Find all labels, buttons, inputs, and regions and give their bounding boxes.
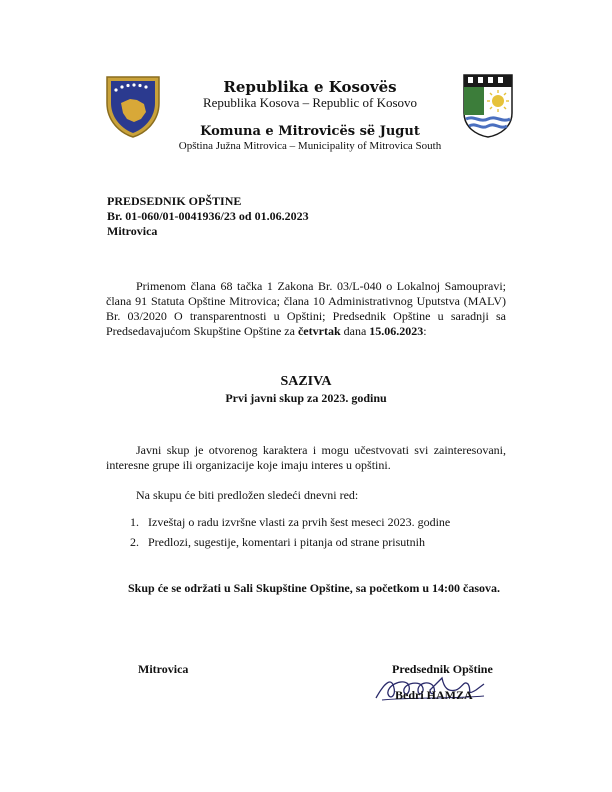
body-paragraph-1: Javni skup je otvorenog karaktera i mogu učestvovati svi zainteresovani, interesne grupe ili organizacije koje imaju interes u opštini. <box>106 443 506 472</box>
document-subtitle: Prvi javni skup za 2023. godinu <box>225 391 387 405</box>
agenda-item: 1. Izveštaj o radu izvršne vlasti za prvih šest meseci 2023. godine <box>130 515 451 529</box>
reference-number: Br. 01-060/01-0041936/23 od 01.06.2023 <box>107 209 309 223</box>
office-title: PREDSEDNIK OPŠTINE <box>107 194 242 208</box>
footer-city: Mitrovica <box>138 662 189 676</box>
header-republic-albanian: Republika e Kosovës <box>223 78 397 96</box>
meeting-date: 15.06.2023 <box>369 324 424 338</box>
header-municipality-serbian-english: Opština Južna Mitrovica – Municipality of Mitrovica South <box>178 140 442 152</box>
meta-city: Mitrovica <box>107 224 158 238</box>
signatory-name: Bedri HAMZA <box>395 688 473 702</box>
document-title: SAZIVA <box>280 374 332 389</box>
header-republic-serbian-english: Republika Kosova – Republic of Kosovo <box>202 95 418 110</box>
body-paragraph-2: Na skupu će biti predložen sledeći dnevni red: <box>136 488 359 502</box>
agenda-item: 2. Predlozi, sugestije, komentari i pitanja od strane prisutnih <box>130 535 425 549</box>
signatory-role: Predsednik Opštine <box>392 662 493 676</box>
meeting-day: četvrtak <box>297 324 341 338</box>
kosovo-coat-of-arms-icon <box>104 73 162 139</box>
municipality-emblem-icon <box>462 73 514 139</box>
header-municipality-albanian: Komuna e Mitrovicës së Jugut <box>200 124 420 139</box>
closing-statement: Skup će se održati u Sali Skupštine Opštine, sa početkom u 14:00 časova. <box>128 581 501 595</box>
intro-paragraph: Primenom člana 68 tačka 1 Zakona Br. 03/L-040 o Lokalnoj Samoupravi; člana 91 Statuta Opštine Mitrovica; člana 10 Administrativnog Uputstva (MALV) Br. 03/2020 O transparentnosti u Opštini; Predsednik Opštine u saradnji sa Predsedavajućom Skupštine Opštine za četvrtak dana 15.06.2023: <box>106 279 506 338</box>
